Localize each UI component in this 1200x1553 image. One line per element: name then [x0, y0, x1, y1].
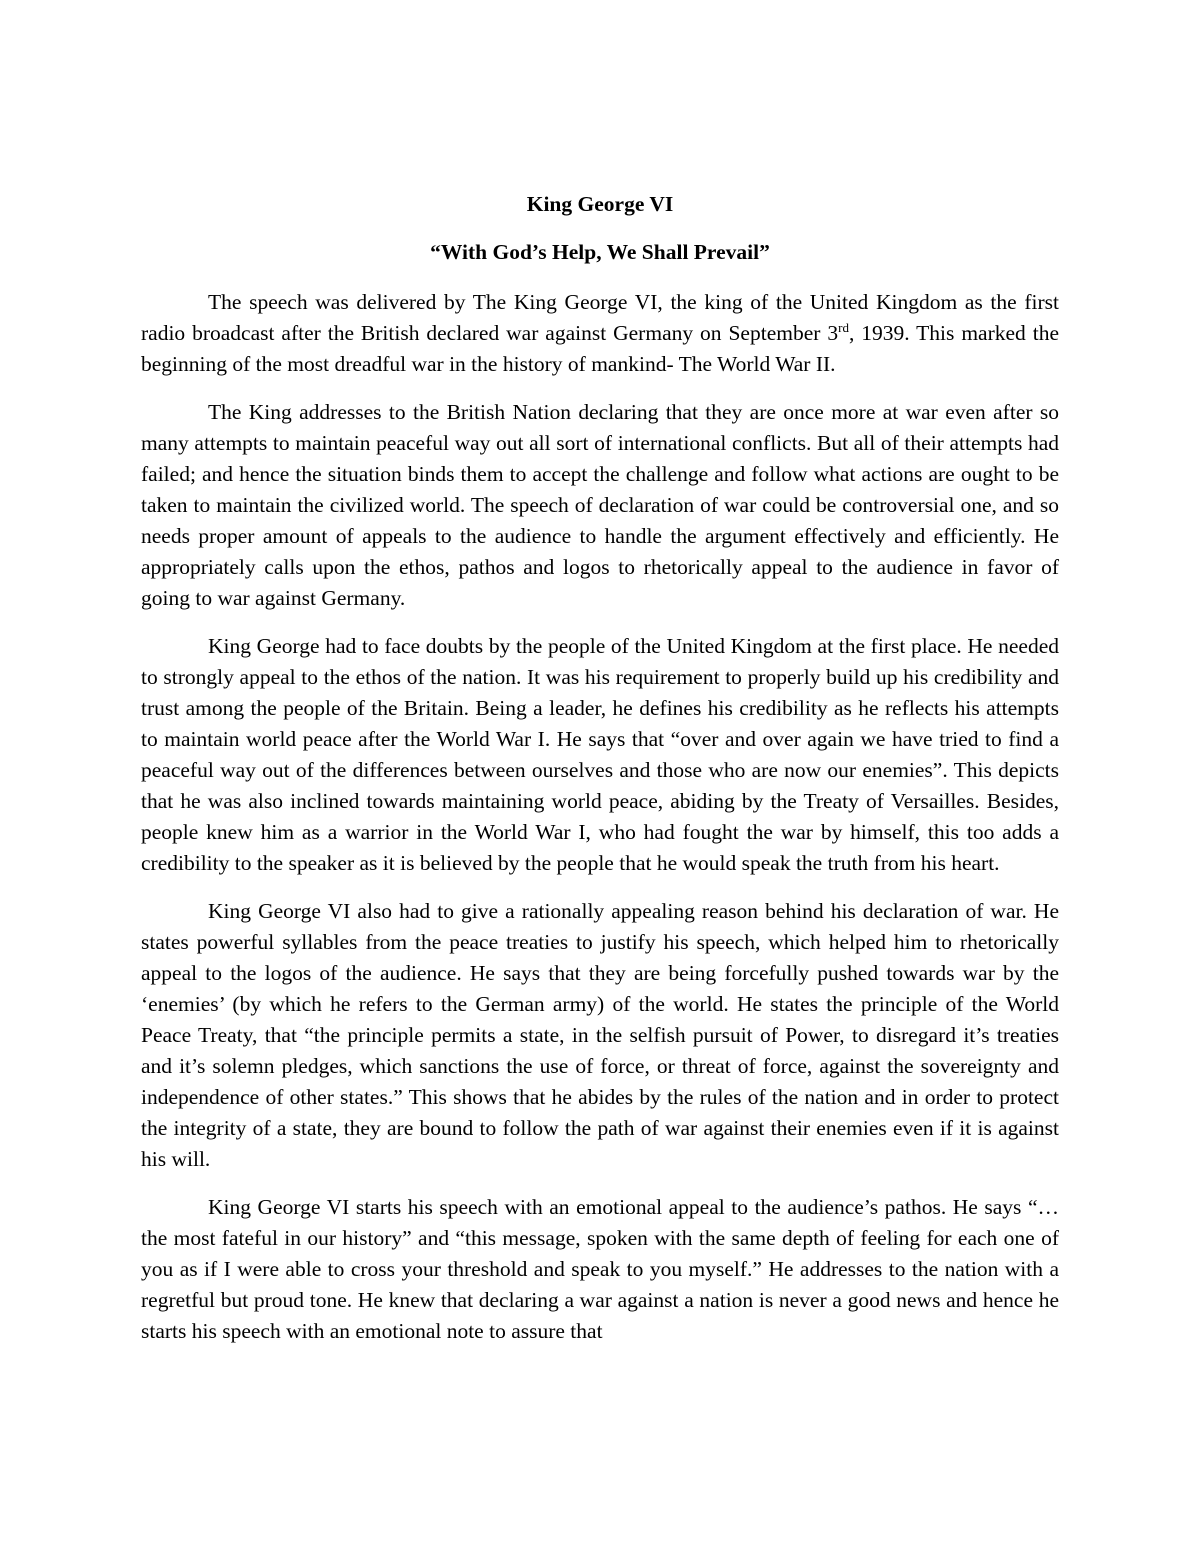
ordinal-suffix: rd — [838, 319, 849, 335]
paragraph-1-text-a: The speech was delivered by The King George VI, the king of the United Kingdom as the first radio broadcast after the British declared war against Germany on September 3 — [141, 290, 1059, 345]
paragraph-3: King George had to face doubts by the people of the United Kingdom at the first place. He needed to strongly appeal to the ethos of the nation. It was his requirement to properly build up his credibility and trust among the people of the Britain. Being a leader, he defines his credibility as he reflects his attempts to maintain world peace after the World War I. He says that “over and over again we have tried to find a peaceful way out of the differences between ourselves and those who are now our enemies”. This depicts that he was also inclined towards maintaining world peace, abiding by the Treaty of Versailles. Besides, people knew him as a warrior in the World War I, who had fought the war by himself, this too adds a credibility to the speaker as it is believed by the people that he would speak the truth from his heart. — [141, 634, 1059, 875]
paragraph-2: The King addresses to the British Nation declaring that they are once more at war even after so many attempts to maintain peaceful way out all sort of international conflicts. But all of their attempts had failed; and hence the situation binds them to accept the challenge and follow what actions are ought to be taken to maintain the civilized world. The speech of declaration of war could be controversial one, and so needs proper amount of appeals to the audience to handle the argument effectively and efficiently. He appropriately calls upon the ethos, pathos and logos to rhetorically appeal to the audience in favor of going to war against Germany. — [141, 400, 1059, 610]
paragraph-5: King George VI starts his speech with an emotional appeal to the audience’s pathos. He says “…the most fateful in our history” and “this message, spoken with the same depth of feeling for each one of you as if I were able to cross your threshold and speak to you myself.” He addresses to the nation with a regretful but proud tone. He knew that declaring a war against a nation is never a good news and hence he starts his speech with an emotional note to assure that — [141, 1195, 1059, 1343]
paragraph-1-text-b: , 1939. This marked the beginning of the most dreadful war in the history of mankind- The World War II. — [141, 321, 1059, 376]
document-body — [141, 189, 1059, 1347]
document-subtitle: “With God’s Help, We Shall Prevail” — [430, 240, 770, 264]
document-title: King George VI — [526, 192, 674, 216]
paragraph-4: King George VI also had to give a rationally appealing reason behind his declaration of war. He states powerful syllables from the peace treaties to justify his speech, which helped him to rhetorically appeal to the logos of the audience. He says that they are being forcefully pushed towards war by the ‘enemies’ (by which he refers to the German army) of the world. He states the principle of the World Peace Treaty, that “the principle permits a state, in the selfish pursuit of Power, to disregard it’s treaties and it’s solemn pledges, which sanctions the use of force, or threat of force, against the sovereignty and independence of other states.” This shows that he abides by the rules of the nation and in order to protect the integrity of a state, they are bound to follow the path of war against their enemies even if it is against his will. — [141, 899, 1059, 1171]
paragraph-1 — [141, 287, 1059, 380]
